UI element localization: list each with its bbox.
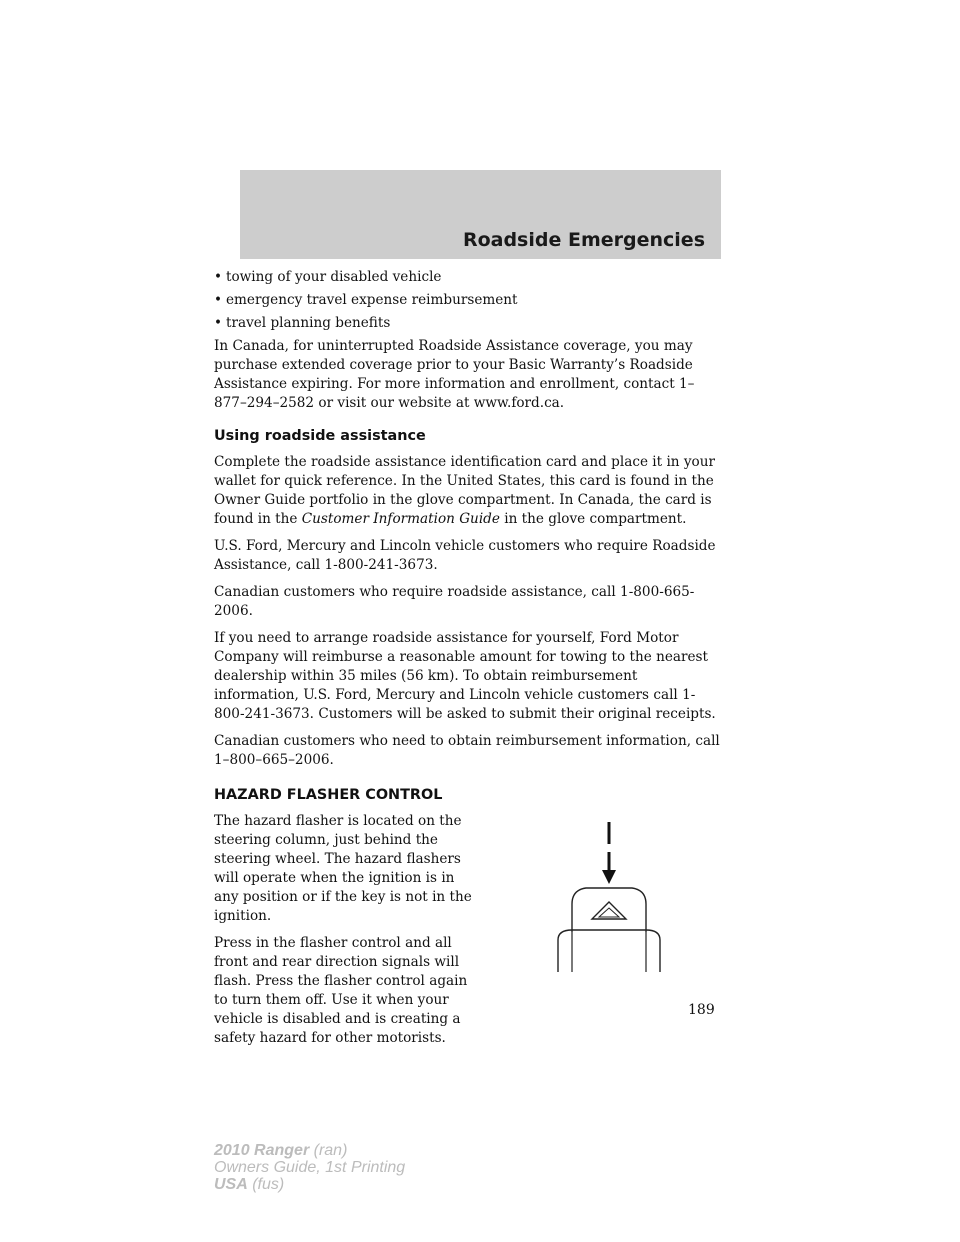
bullet-item — [214, 314, 724, 333]
canadian-reimbursement-paragraph: Canadian customers who need to obtain reimbursement information, call 1–800–665–2006. — [214, 733, 720, 768]
hazard-section — [214, 812, 724, 1048]
footer-print-info — [214, 1142, 405, 1193]
bullet-glyph: • — [214, 269, 223, 285]
footer-printing: Owners Guide, 1st Printing — [214, 1159, 406, 1176]
canada-coverage-paragraph: In Canada, for uninterrupted Roadside Assistance coverage, you may purchase extended coverage prior to your Basic Warranty’s Roadside Assistance expiring. For more information and enrollment, contact 1–877–294–2582 or visit our website at www.ford.ca. — [214, 338, 695, 411]
footer-line — [214, 1176, 405, 1193]
hazard-flasher-illustration — [554, 822, 664, 992]
bullet-text: towing of your disabled vehicle — [226, 269, 442, 285]
hazard-button-icon — [558, 888, 660, 972]
hazard-location-paragraph: The hazard flasher is located on the steering column, just behind the steering wheel. The hazard flashers will operate when the ignition is in any position or if the key is not in the ignition. — [214, 813, 472, 924]
paragraph-text: Complete the roadside assistance identification card and place it in your wallet for quick reference. In the United States, this card is found in the Owner Guide portfolio in the glove compartment. In Canada, the card is found in the — [214, 454, 715, 527]
canadian-customers-paragraph: Canadian customers who require roadside assistance, call 1-800-665-2006. — [214, 584, 695, 619]
footer-model-code: (ran) — [309, 1142, 348, 1159]
footer-market: USA — [214, 1176, 248, 1193]
us-customers-paragraph: U.S. Ford, Mercury and Lincoln vehicle customers who require Roadside Assistance, call 1-800-241-3673. — [214, 538, 716, 573]
bullet-item — [214, 268, 724, 287]
using-roadside-heading: Using roadside assistance — [214, 428, 426, 444]
bullet-glyph: • — [214, 315, 223, 331]
page-content — [214, 268, 724, 1056]
identification-card-paragraph — [214, 453, 724, 529]
footer-line — [214, 1142, 405, 1159]
bullet-item — [214, 291, 724, 310]
bullet-text: emergency travel expense reimbursement — [226, 292, 518, 308]
footer-model: 2010 Ranger — [214, 1142, 310, 1159]
hazard-text-column — [214, 812, 476, 1048]
bullet-glyph: • — [214, 292, 223, 308]
hazard-operation-paragraph: Press in the flasher control and all front and rear direction signals will flash. Press the flasher control again to turn them off. Use it when your vehicle is disabled and is creating a safety hazard for other motorists. — [214, 935, 468, 1046]
section-title: Roadside Emergencies — [462, 229, 705, 251]
header-band — [240, 170, 721, 259]
page-number: 189 — [688, 1002, 715, 1018]
bullet-text: travel planning benefits — [226, 315, 391, 331]
press-arrow-icon — [602, 822, 616, 884]
customer-information-guide-title: Customer Information Guide — [301, 511, 500, 527]
paragraph-text: in the glove compartment. — [499, 511, 687, 527]
reimbursement-paragraph: If you need to arrange roadside assistance for yourself, Ford Motor Company will reimburse a reasonable amount for towing to the nearest dealership within 35 miles (56 km). To obtain reimbursement information, U.S. Ford, Mercury and Lincoln vehicle customers call 1-800-241-3673. Customers will be asked to submit their original receipts. — [214, 630, 716, 722]
footer-market-code: (fus) — [247, 1176, 285, 1193]
hazard-flasher-heading: HAZARD FLASHER CONTROL — [214, 787, 443, 803]
